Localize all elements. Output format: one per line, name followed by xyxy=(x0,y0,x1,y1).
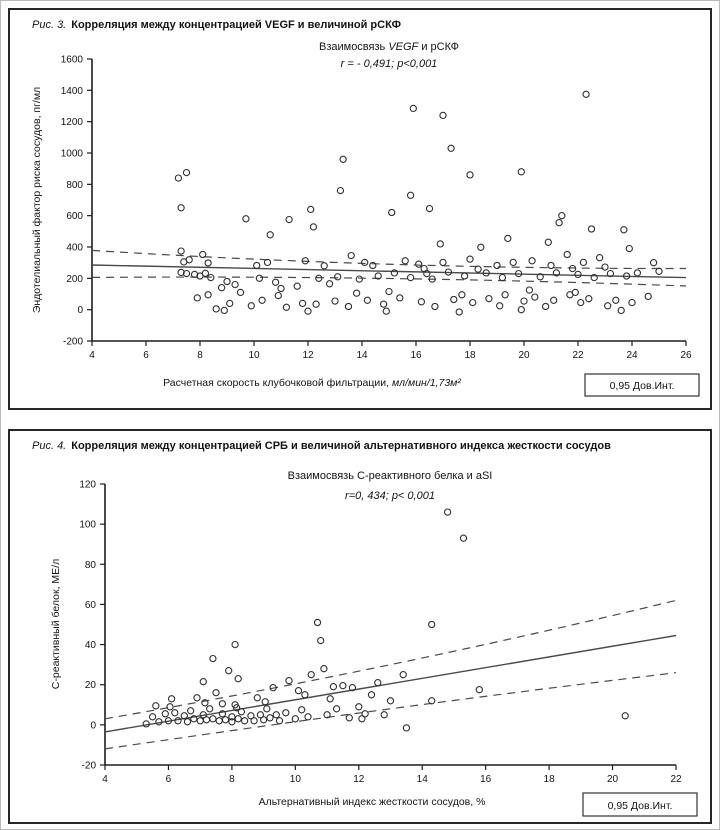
scatter-point xyxy=(510,259,516,265)
scatter-point xyxy=(621,227,627,233)
scatter-point xyxy=(345,303,351,309)
scatter-point xyxy=(475,266,481,272)
scatter-point xyxy=(210,716,216,722)
chart-subtitle: r=0, 434; p< 0,001 xyxy=(345,490,435,502)
scatter-point xyxy=(186,257,192,263)
scatter-point xyxy=(362,711,368,717)
x-tick-label: 22 xyxy=(670,774,682,785)
scatter-point xyxy=(518,169,524,175)
scatter-point xyxy=(235,676,241,682)
scatter-point xyxy=(410,105,416,111)
ci-upper-line xyxy=(105,600,676,718)
y-tick-label: 1000 xyxy=(60,148,83,160)
scatter-point xyxy=(402,258,408,264)
x-tick-label: 18 xyxy=(543,774,555,785)
scatter-point xyxy=(205,292,211,298)
scatter-point xyxy=(238,709,244,715)
scatter-point xyxy=(564,251,570,257)
scatter-point xyxy=(167,704,173,710)
y-axis-label: С-реактивный белок, МЕ/л xyxy=(50,558,62,690)
scatter-point xyxy=(232,282,238,288)
scatter-point xyxy=(205,260,211,266)
scatter-point xyxy=(556,220,562,226)
scatter-point xyxy=(622,713,628,719)
scatter-point xyxy=(335,274,341,280)
scatter-point xyxy=(588,226,594,232)
scatter-point xyxy=(175,175,181,181)
y-tick-label: -20 xyxy=(81,760,96,772)
scatter-point xyxy=(183,170,189,176)
scatter-point xyxy=(651,260,657,266)
scatter-point xyxy=(362,259,368,265)
scatter-point xyxy=(221,307,227,313)
figure-4-panel xyxy=(8,429,712,824)
scatter-point xyxy=(580,259,586,265)
tick-labels xyxy=(79,480,682,786)
scatter-point xyxy=(310,224,316,230)
scatter-point xyxy=(429,621,435,627)
scatter-point xyxy=(460,535,466,541)
scatter-point xyxy=(543,303,549,309)
y-tick-label: 20 xyxy=(84,680,96,692)
scatter-point xyxy=(226,668,232,674)
scatter-point xyxy=(267,715,273,721)
scatter-point xyxy=(572,289,578,295)
scatter-point xyxy=(451,296,457,302)
scatter-point xyxy=(254,262,260,268)
scatter-point xyxy=(178,205,184,211)
scatter-point xyxy=(440,112,446,118)
scatter-point xyxy=(494,262,500,268)
tick-labels xyxy=(61,55,692,362)
scatter-point xyxy=(400,672,406,678)
chart-title: Взаимосвязь VEGF и рСКФ xyxy=(318,41,460,53)
x-tick-label: 10 xyxy=(289,774,301,785)
y-tick-label: 800 xyxy=(66,179,83,191)
scatter-point xyxy=(426,206,432,212)
scatter-point xyxy=(618,307,624,313)
x-tick-label: 16 xyxy=(480,774,492,785)
scatter-point xyxy=(340,156,346,162)
scatter-point xyxy=(526,287,532,293)
scatter-point xyxy=(254,695,260,701)
scatter-point xyxy=(321,263,327,269)
scatter-point xyxy=(294,283,300,289)
scatter-point xyxy=(470,300,476,306)
x-tick-label: 12 xyxy=(302,350,314,361)
x-tick-label: 14 xyxy=(416,774,428,785)
chart-subtitle: r = - 0,491; p<0,001 xyxy=(340,58,438,70)
scatter-point xyxy=(467,256,473,262)
scatter-point xyxy=(613,297,619,303)
scatter-point xyxy=(448,145,454,151)
scatter-point xyxy=(462,273,468,279)
scatter-point xyxy=(235,716,241,722)
scatter-point xyxy=(575,271,581,277)
scatter-point xyxy=(486,296,492,302)
figure-3-panel xyxy=(8,8,712,410)
scatter-point xyxy=(518,307,524,313)
x-tick-label: 8 xyxy=(229,774,235,785)
figure-4-caption-text: Корреляция между концентрацией СРБ и величиной альтернативного индекса жесткости сосудов xyxy=(71,440,611,452)
y-axis-label: Эндотелиальный фактор риска сосудов, пг/мл xyxy=(31,86,43,314)
figure-4-chart xyxy=(10,431,710,822)
x-tick-label: 6 xyxy=(165,774,172,785)
scatter-point xyxy=(432,303,438,309)
scatter-point xyxy=(153,703,159,709)
legend-label: 0,95 Дов.Инт. xyxy=(607,800,673,812)
scatter-point xyxy=(476,687,482,693)
figure-4-caption-prefix: Рис. 4. xyxy=(32,440,67,452)
scatter-point xyxy=(545,239,551,245)
scatter-point xyxy=(656,268,662,274)
scatter-point xyxy=(437,241,443,247)
y-tick-label: 40 xyxy=(84,640,96,652)
x-tick-label: 18 xyxy=(464,350,476,361)
scatter-point xyxy=(521,298,527,304)
scatter-point xyxy=(416,261,422,267)
scatter-point xyxy=(368,692,374,698)
scatter-point xyxy=(295,688,301,694)
y-tick-label: -200 xyxy=(62,336,83,348)
x-tick-label: 20 xyxy=(518,350,530,361)
scatter-point xyxy=(219,701,225,707)
scatter-point xyxy=(273,279,279,285)
scatter-point xyxy=(356,276,362,282)
scatter-point xyxy=(162,711,168,717)
scatter-point xyxy=(387,698,393,704)
scatter-point xyxy=(340,683,346,689)
x-tick-label: 22 xyxy=(572,350,584,361)
y-tick-label: 0 xyxy=(90,720,96,732)
scatter-point xyxy=(403,725,409,731)
y-tick-label: 120 xyxy=(79,479,96,491)
x-tick-label: 20 xyxy=(606,774,619,785)
scatter-point xyxy=(502,292,508,298)
x-tick-label: 14 xyxy=(356,350,368,361)
y-tick-label: 400 xyxy=(66,242,83,254)
y-tick-label: 600 xyxy=(66,211,83,223)
scatter-point xyxy=(219,285,225,291)
scatter-point xyxy=(302,692,308,698)
scatter-point xyxy=(184,719,190,725)
scatter-point xyxy=(332,298,338,304)
scatter-point xyxy=(194,695,200,701)
scatter-point xyxy=(308,672,314,678)
scatter-point xyxy=(237,289,243,295)
scatter-point xyxy=(318,638,324,644)
scatter-point xyxy=(375,680,381,686)
scatter-point xyxy=(327,281,333,287)
scatter-point xyxy=(210,656,216,662)
scatter-point xyxy=(467,172,473,178)
x-tick-label: 16 xyxy=(410,350,422,361)
scatter-point xyxy=(278,285,284,291)
scatter-point xyxy=(222,717,228,723)
scatter-point xyxy=(175,718,181,724)
y-tick-label: 60 xyxy=(84,599,96,611)
x-tick-label: 12 xyxy=(353,774,365,785)
scatter-point xyxy=(532,294,538,300)
scatter-point xyxy=(261,717,267,723)
scatter-point xyxy=(408,192,414,198)
scatter-point xyxy=(286,217,292,223)
scatter-point xyxy=(418,299,424,305)
scatter-point xyxy=(408,275,414,281)
scatter-point xyxy=(313,301,319,307)
scatter-point xyxy=(397,295,403,301)
y-tick-label: 1400 xyxy=(60,85,83,97)
scatter-point xyxy=(334,706,340,712)
chart-title: Взаимосвязь С-реактивного белка и aSI xyxy=(287,470,493,482)
scatter-point xyxy=(626,246,632,252)
y-tick-label: 100 xyxy=(79,519,96,531)
x-tick-label: 10 xyxy=(248,350,260,361)
x-tick-label: 4 xyxy=(102,774,108,785)
x-tick-label: 6 xyxy=(143,350,149,361)
scatter-point xyxy=(337,188,343,194)
scatter-point xyxy=(276,718,282,724)
scatter-point xyxy=(292,716,298,722)
scatter-point xyxy=(286,678,292,684)
scatter-point xyxy=(150,714,156,720)
scatter-point xyxy=(197,718,203,724)
scatter-point xyxy=(354,290,360,296)
scatter-point xyxy=(456,309,462,315)
scatter-point xyxy=(346,715,352,721)
scatter-point xyxy=(172,710,178,716)
scatter-point xyxy=(386,289,392,295)
scatter-point xyxy=(316,275,322,281)
scatter-point xyxy=(559,213,565,219)
y-tick-label: 80 xyxy=(84,559,96,571)
x-tick-label: 26 xyxy=(680,350,692,361)
scatter-point xyxy=(283,304,289,310)
legend-box xyxy=(583,793,697,816)
scatter-point xyxy=(356,704,362,710)
scatter-point xyxy=(440,259,446,265)
figure-3-caption-text: Корреляция между концентрацией VEGF и величиной рСКФ xyxy=(71,19,402,31)
scatter-point xyxy=(207,706,213,712)
scatter-point xyxy=(275,293,281,299)
scatter-point xyxy=(242,718,248,724)
scatter-point xyxy=(264,706,270,712)
scatter-point xyxy=(213,690,219,696)
scatter-point xyxy=(499,275,505,281)
scatter-point xyxy=(200,679,206,685)
scatter-point xyxy=(330,684,336,690)
scatter-point xyxy=(327,696,333,702)
scatter-point xyxy=(259,297,265,303)
x-axis-label: Расчетная скорость клубочковой фильтрации, мл/мин/1,73м² xyxy=(163,377,461,389)
figure-3-caption-prefix: Рис. 3. xyxy=(32,19,67,31)
scatter-point xyxy=(586,296,592,302)
scatter-point xyxy=(203,717,209,723)
scatter-point xyxy=(243,216,249,222)
legend-label: 0,95 Дов.Инт. xyxy=(609,380,675,392)
scatter-point xyxy=(478,244,484,250)
scatter-point xyxy=(256,275,262,281)
scatter-points xyxy=(175,91,662,315)
scatter-point xyxy=(267,232,273,238)
scatter-point xyxy=(224,278,230,284)
x-tick-label: 24 xyxy=(626,350,638,361)
scatter-point xyxy=(364,297,370,303)
y-tick-label: 0 xyxy=(77,305,83,317)
legend-box xyxy=(585,374,699,396)
scatter-point xyxy=(597,255,603,261)
scatter-point xyxy=(216,718,222,724)
scatter-point xyxy=(178,248,184,254)
scatter-point xyxy=(381,712,387,718)
tick-marks xyxy=(100,484,676,770)
scatter-point xyxy=(578,300,584,306)
scatter-point xyxy=(283,710,289,716)
scatter-point xyxy=(383,308,389,314)
scatter-point xyxy=(300,300,306,306)
scatter-point xyxy=(213,306,219,312)
y-tick-label: 200 xyxy=(66,273,83,285)
scatter-point xyxy=(305,714,311,720)
scatter-point xyxy=(251,718,257,724)
scatter-point xyxy=(605,303,611,309)
scatter-point xyxy=(200,251,206,257)
scatter-point xyxy=(273,712,279,718)
scatter-point xyxy=(629,300,635,306)
scatter-point xyxy=(445,509,451,515)
scatter-point xyxy=(381,301,387,307)
scatter-point xyxy=(188,708,194,714)
scatter-point xyxy=(602,264,608,270)
scatter-point xyxy=(194,295,200,301)
scatter-point xyxy=(227,300,233,306)
scatter-point xyxy=(551,297,557,303)
scatter-point xyxy=(314,619,320,625)
x-tick-label: 4 xyxy=(89,350,95,361)
y-tick-label: 1200 xyxy=(60,117,83,129)
scatter-point xyxy=(202,270,208,276)
x-tick-label: 8 xyxy=(197,350,203,361)
scatter-point xyxy=(348,253,354,259)
axis-lines xyxy=(92,59,686,341)
scatter-point xyxy=(389,209,395,215)
scatter-point xyxy=(505,235,511,241)
scatter-point xyxy=(634,270,640,276)
scatter-point xyxy=(248,303,254,309)
scatter-points xyxy=(143,509,628,731)
scatter-point xyxy=(583,91,589,97)
scatter-point xyxy=(497,303,503,309)
scatter-point xyxy=(308,206,314,212)
x-axis-label: Альтернативный индекс жесткости сосудов, % xyxy=(258,796,486,808)
figure-3-chart xyxy=(10,10,710,408)
scatter-point xyxy=(299,707,305,713)
scatter-point xyxy=(459,292,465,298)
scatter-point xyxy=(305,308,311,314)
scatter-point xyxy=(232,642,238,648)
scatter-point xyxy=(548,262,554,268)
scatter-point xyxy=(321,666,327,672)
scatter-point xyxy=(645,293,651,299)
y-tick-label: 1600 xyxy=(60,54,83,66)
scatter-point xyxy=(262,699,268,705)
scatter-point xyxy=(169,696,175,702)
scatter-point xyxy=(529,258,535,264)
